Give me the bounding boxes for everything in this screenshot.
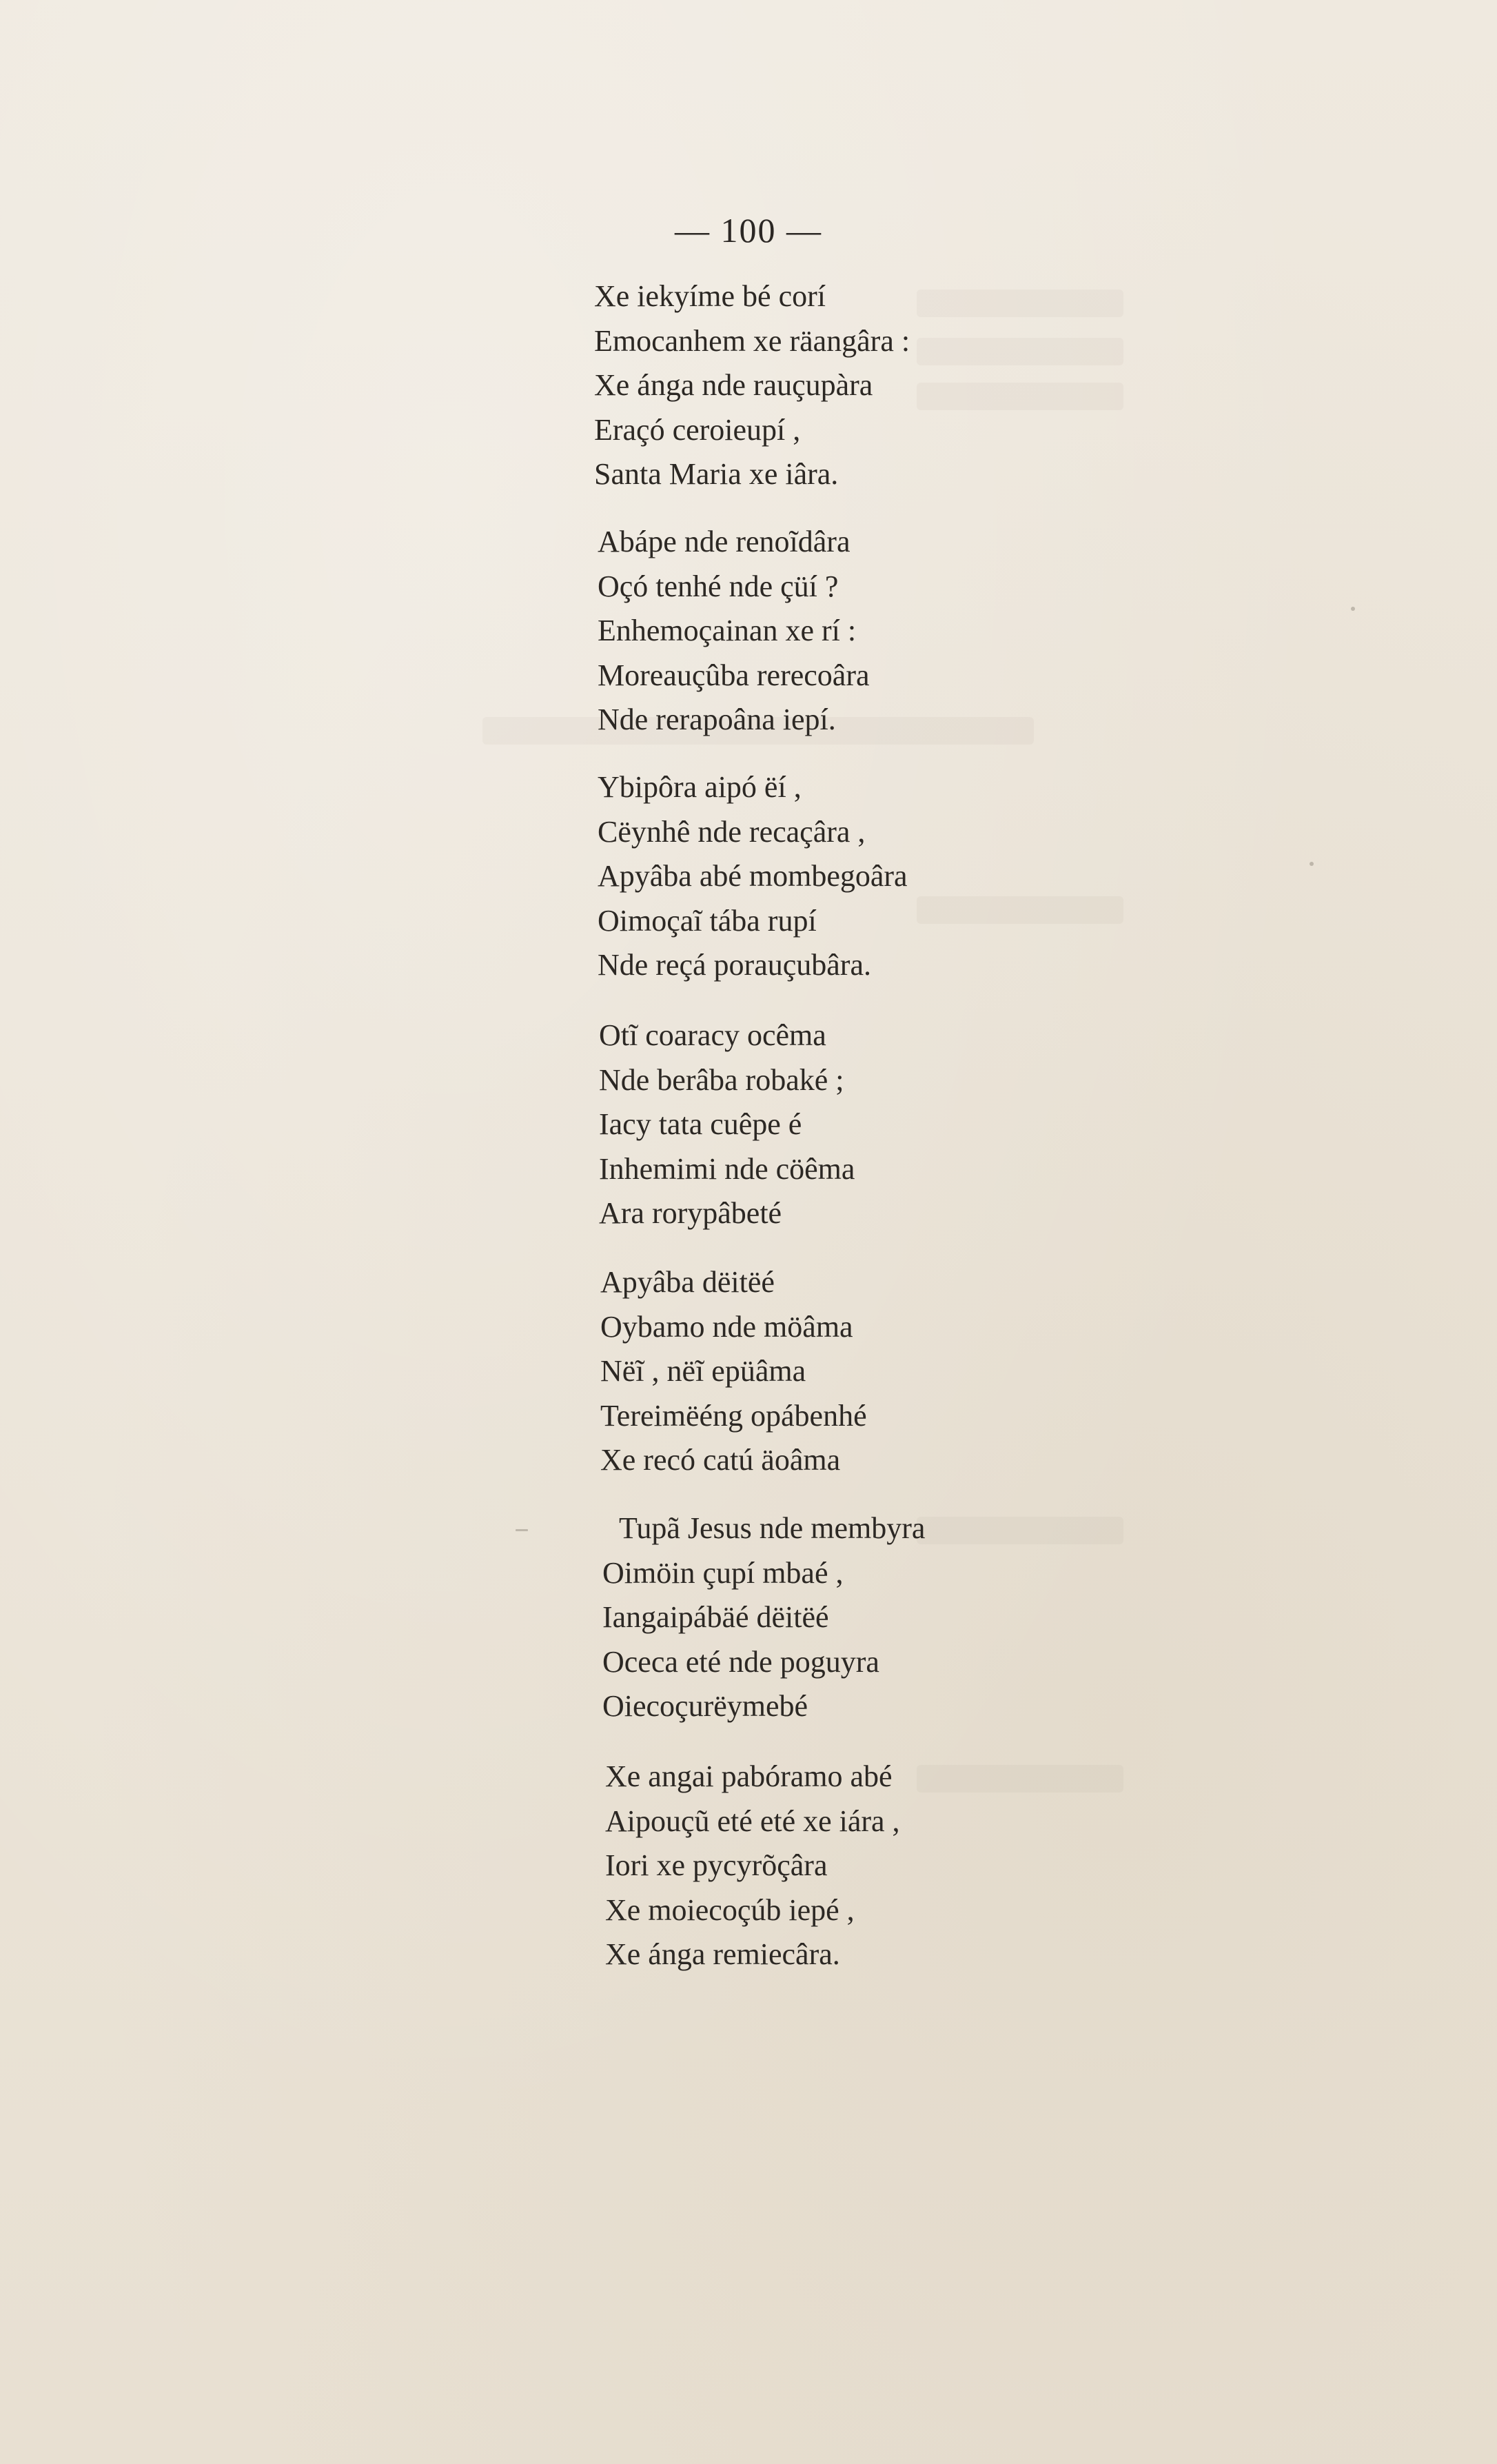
verse-line: Oimöin çupí mbaé ,: [602, 1555, 844, 1590]
stanza: [598, 765, 908, 988]
verse-line: Xe ánga nde rauçupàra: [594, 368, 873, 402]
verse-line: Nde berâba robaké ;: [599, 1062, 844, 1097]
verse-line: Emocanhem xe räangâra :: [594, 323, 910, 358]
verse-line: Tereimëéng opábenhé: [600, 1398, 867, 1433]
verse-line: Apyâba abé mombegoâra: [598, 859, 908, 893]
verse-line: Xe iekyíme bé corí: [594, 279, 826, 313]
show-through-text: [917, 1517, 1123, 1544]
verse-line: Cëynhê nde recaçâra ,: [598, 814, 866, 849]
verse-line: Xe angai pabóramo abé: [605, 1759, 893, 1793]
page-number: — 100 —: [675, 211, 822, 250]
show-through-text: [917, 1765, 1123, 1793]
verse-line: Oiecoçurëymebé: [602, 1689, 808, 1723]
show-through-text: [917, 338, 1123, 365]
verse-line: Inhemimi nde cöêma: [599, 1151, 855, 1186]
verse-line: Abápe nde renoĩdâra: [598, 525, 851, 558]
paper-speck: [516, 1529, 528, 1531]
verse-line: Otĩ coaracy ocêma: [599, 1018, 826, 1052]
verse-line: Aipouçũ eté eté xe iára ,: [605, 1804, 900, 1838]
verse-line: Oybamo nde möâma: [600, 1309, 853, 1344]
verse-line: Iangaipábäé dëitëé: [602, 1600, 829, 1634]
verse-line: Ybipôra aipó ëí ,: [598, 770, 802, 804]
verse-line: Iori xe pycyrõçâra: [605, 1848, 828, 1882]
verse-line: Xe moiecoçúb iepé ,: [605, 1892, 855, 1927]
verse-line: Santa Maria xe iâra.: [594, 457, 839, 491]
verse-line: Apyâba dëitëé: [600, 1265, 775, 1299]
verse-line: Iacy tata cuêpe é: [599, 1107, 802, 1141]
verse-line: Oimoçaĩ tába rupí: [598, 903, 817, 938]
verse-line: Oçó tenhé nde çüí ?: [598, 569, 839, 603]
paper-speck: [1310, 862, 1314, 866]
stanza: [602, 1506, 925, 1729]
stanza: [600, 1260, 867, 1483]
verse-line: Xe recó catú äoâma: [600, 1443, 841, 1477]
stanza: [599, 1013, 855, 1236]
verse-line: Moreauçûba rerecoâra: [598, 658, 870, 692]
verse-line: Eraçó ceroieupí ,: [594, 412, 801, 447]
verse-line: Enhemoçainan xe rí :: [598, 614, 857, 647]
verse-line: Nde reçá porauçubâra.: [598, 948, 871, 982]
verse-line: Ara rorypâbeté: [599, 1196, 782, 1230]
show-through-text: [917, 896, 1123, 924]
stanza: [605, 1755, 900, 1977]
paper-speck: [1351, 607, 1355, 611]
verse-line: Oceca eté nde poguyra: [602, 1644, 879, 1679]
show-through-text: [917, 383, 1123, 410]
verse-line: Nëĩ , nëĩ epüâma: [600, 1354, 806, 1388]
stanza: [598, 520, 870, 743]
stanza: [594, 274, 910, 497]
verse-line: Nde rerapoâna iepí.: [598, 703, 836, 736]
verse-line: Tupã Jesus nde membyra: [619, 1511, 926, 1545]
verse-line: Xe ánga remiecâra.: [605, 1937, 840, 1971]
show-through-text: [917, 290, 1123, 317]
